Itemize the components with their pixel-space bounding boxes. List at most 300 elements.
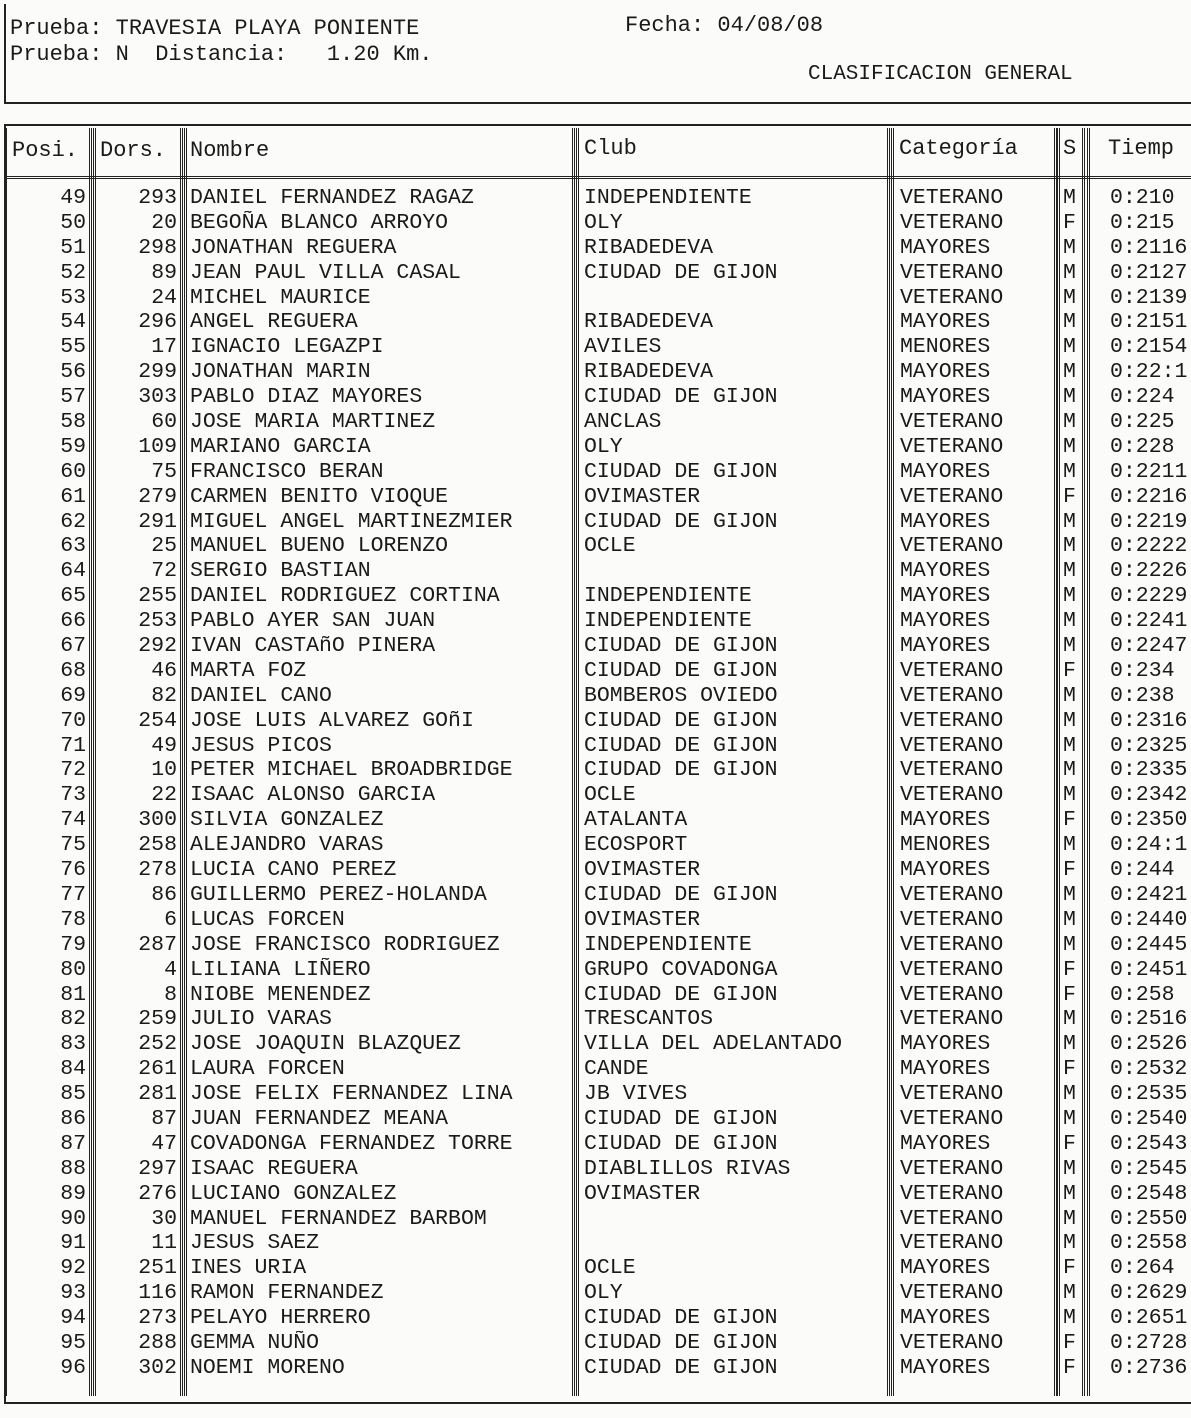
cell-club: OCLE (584, 1256, 636, 1281)
cell-dorsal: 259 (138, 1007, 177, 1032)
cell-time: 0:2629 (1110, 1281, 1188, 1306)
cell-sex: M (1063, 385, 1076, 410)
cell-club: CIUDAD DE GIJON (584, 758, 778, 783)
cell-category: VETERANO (900, 1206, 1004, 1231)
cell-club: OLY (584, 1281, 623, 1306)
cell-sex: M (1063, 459, 1076, 484)
cell-dorsal: 109 (138, 434, 177, 459)
cell-club: OLY (584, 210, 623, 235)
cell-time: 0:215 (1110, 210, 1175, 235)
cell-position: 65 (60, 584, 86, 609)
cell-category: MENORES (900, 833, 991, 858)
cell-time: 0:2548 (1110, 1181, 1188, 1206)
cell-name: IGNACIO LEGAZPI (190, 335, 384, 360)
cell-category: VETERANO (900, 733, 1004, 758)
cell-name: LILIANA LIÑERO (190, 957, 371, 982)
cell-name: FRANCISCO BERAN (190, 459, 384, 484)
cell-sex: M (1063, 783, 1076, 808)
table-row (0, 1157, 1191, 1182)
cell-dorsal: 72 (151, 559, 177, 584)
cell-sex: M (1063, 1032, 1076, 1057)
cell-dorsal: 25 (151, 534, 177, 559)
cell-dorsal: 10 (151, 758, 177, 783)
cell-sex: M (1063, 1231, 1076, 1256)
cell-dorsal: 302 (138, 1355, 177, 1380)
cell-name: LUCIANO GONZALEZ (190, 1181, 397, 1206)
prueba-name: Prueba: TRAVESIA PLAYA PONIENTE (10, 16, 420, 41)
clasificacion-title: CLASIFICACION GENERAL (808, 63, 1073, 86)
cell-dorsal: 24 (151, 285, 177, 310)
cell-dorsal: 6 (164, 907, 177, 932)
cell-dorsal: 8 (164, 982, 177, 1007)
cell-name: JULIO VARAS (190, 1007, 332, 1032)
table-row (0, 1207, 1191, 1232)
table-row (0, 510, 1191, 535)
cell-name: SERGIO BASTIAN (190, 559, 371, 584)
cell-category: VETERANO (900, 683, 1004, 708)
cell-name: MICHEL MAURICE (190, 285, 371, 310)
cell-position: 57 (60, 385, 86, 410)
cell-dorsal: 30 (151, 1206, 177, 1231)
cell-position: 51 (60, 235, 86, 260)
cell-club: ATALANTA (584, 808, 688, 833)
cell-sex: F (1063, 808, 1076, 833)
cell-time: 0:2241 (1110, 609, 1188, 634)
cell-time: 0:2728 (1110, 1330, 1188, 1355)
cell-position: 88 (60, 1156, 86, 1181)
cell-club: INDEPENDIENTE (584, 932, 752, 957)
cell-time: 0:24:1 (1110, 833, 1188, 858)
cell-name: JONATHAN MARIN (190, 360, 371, 385)
cell-time: 0:2139 (1110, 285, 1188, 310)
cell-name: LUCAS FORCEN (190, 907, 345, 932)
cell-time: 0:2440 (1110, 907, 1188, 932)
cell-time: 0:2540 (1110, 1106, 1188, 1131)
cell-dorsal: 300 (138, 808, 177, 833)
cell-time: 0:2116 (1110, 235, 1188, 260)
table-row (0, 634, 1191, 659)
cell-club: OLY (584, 434, 623, 459)
prueba-distance: Prueba: N Distancia: 1.20 Km. (10, 42, 433, 67)
cell-sex: M (1063, 907, 1076, 932)
table-row (0, 410, 1191, 435)
cell-name: COVADONGA FERNANDEZ TORRE (190, 1131, 513, 1156)
table-row (0, 534, 1191, 559)
table-row (0, 983, 1191, 1008)
table-row (0, 783, 1191, 808)
table-row (0, 883, 1191, 908)
cell-club: DIABLILLOS RIVAS (584, 1156, 791, 1181)
cell-sex: M (1063, 534, 1076, 559)
cell-dorsal: 11 (151, 1231, 177, 1256)
table-row (0, 584, 1191, 609)
cell-name: MIGUEL ANGEL MARTINEZMIER (190, 509, 513, 534)
cell-sex: M (1063, 260, 1076, 285)
table-row (0, 858, 1191, 883)
cell-name: JONATHAN REGUERA (190, 235, 397, 260)
cell-name: PABLO DIAZ MAYORES (190, 385, 423, 410)
cell-sex: M (1063, 1156, 1076, 1181)
cell-time: 0:2226 (1110, 559, 1188, 584)
cell-dorsal: 298 (138, 235, 177, 260)
cell-category: VETERANO (900, 1231, 1004, 1256)
cell-position: 49 (60, 186, 86, 210)
cell-category: VETERANO (900, 708, 1004, 733)
cell-sex: M (1063, 932, 1076, 957)
table-row (0, 385, 1191, 410)
cell-dorsal: 293 (138, 186, 177, 210)
cell-sex: M (1063, 186, 1076, 210)
cell-category: VETERANO (900, 1106, 1004, 1131)
cell-club: CIUDAD DE GIJON (584, 982, 778, 1007)
cell-club: INDEPENDIENTE (584, 609, 752, 634)
cell-time: 0:2325 (1110, 733, 1188, 758)
table-row (0, 186, 1191, 211)
cell-name: NIOBE MENENDEZ (190, 982, 371, 1007)
table-row (0, 734, 1191, 759)
cell-category: MAYORES (900, 808, 991, 833)
cell-dorsal: 278 (138, 858, 177, 883)
cell-club: CIUDAD DE GIJON (584, 1355, 778, 1380)
cell-position: 59 (60, 434, 86, 459)
cell-dorsal: 17 (151, 335, 177, 360)
cell-sex: M (1063, 708, 1076, 733)
cell-category: VETERANO (900, 210, 1004, 235)
cell-club: JB VIVES (584, 1082, 688, 1107)
cell-dorsal: 276 (138, 1181, 177, 1206)
cell-position: 77 (60, 882, 86, 907)
cell-dorsal: 89 (151, 260, 177, 285)
cell-category: VETERANO (900, 260, 1004, 285)
cell-position: 96 (60, 1355, 86, 1380)
cell-time: 0:225 (1110, 410, 1175, 435)
cell-dorsal: 46 (151, 658, 177, 683)
cell-position: 95 (60, 1330, 86, 1355)
cell-name: JOSE MARIA MARTINEZ (190, 410, 436, 435)
table-row (0, 1231, 1191, 1256)
cell-time: 0:2350 (1110, 808, 1188, 833)
cell-position: 56 (60, 360, 86, 385)
cell-dorsal: 251 (138, 1256, 177, 1281)
cell-time: 0:244 (1110, 858, 1175, 883)
cell-sex: M (1063, 1082, 1076, 1107)
cell-name: LAURA FORCEN (190, 1057, 345, 1082)
cell-category: VETERANO (900, 434, 1004, 459)
cell-category: VETERANO (900, 1007, 1004, 1032)
cell-position: 62 (60, 509, 86, 534)
cell-position: 76 (60, 858, 86, 883)
cell-sex: F (1063, 1256, 1076, 1281)
cell-position: 89 (60, 1181, 86, 1206)
cell-club: CIUDAD DE GIJON (584, 882, 778, 907)
table-row (0, 286, 1191, 311)
cell-dorsal: 299 (138, 360, 177, 385)
cell-club: CIUDAD DE GIJON (584, 634, 778, 659)
table-row (0, 709, 1191, 734)
table-row (0, 933, 1191, 958)
table-row (0, 1182, 1191, 1207)
cell-category: VETERANO (900, 410, 1004, 435)
cell-name: ANGEL REGUERA (190, 310, 358, 335)
cell-name: MANUEL FERNANDEZ BARBOM (190, 1206, 487, 1231)
cell-position: 84 (60, 1057, 86, 1082)
cell-sex: M (1063, 410, 1076, 435)
cell-name: PABLO AYER SAN JUAN (190, 609, 436, 634)
cell-sex: M (1063, 733, 1076, 758)
cell-time: 0:2558 (1110, 1231, 1188, 1256)
cell-sex: F (1063, 858, 1076, 883)
cell-time: 0:210 (1110, 186, 1175, 210)
cell-club: GRUPO COVADONGA (584, 957, 778, 982)
cell-category: MAYORES (900, 584, 991, 609)
cell-sex: M (1063, 634, 1076, 659)
cell-club: VILLA DEL ADELANTADO (584, 1032, 843, 1057)
cell-position: 50 (60, 210, 86, 235)
cell-club: BOMBEROS OVIEDO (584, 683, 778, 708)
cell-name: PETER MICHAEL BROADBRIDGE (190, 758, 513, 783)
cell-position: 52 (60, 260, 86, 285)
cell-sex: M (1063, 758, 1076, 783)
cell-name: ISAAC ALONSO GARCIA (190, 783, 436, 808)
cell-dorsal: 22 (151, 783, 177, 808)
cell-dorsal: 47 (151, 1131, 177, 1156)
th-posi: Posi. (12, 138, 79, 163)
cell-position: 75 (60, 833, 86, 858)
cell-club: CIUDAD DE GIJON (584, 1306, 778, 1331)
cell-position: 64 (60, 559, 86, 584)
cell-dorsal: 75 (151, 459, 177, 484)
cell-category: VETERANO (900, 907, 1004, 932)
cell-category: VETERANO (900, 932, 1004, 957)
cell-time: 0:2651 (1110, 1306, 1188, 1331)
cell-time: 0:2127 (1110, 260, 1188, 285)
cell-category: VETERANO (900, 534, 1004, 559)
table-row (0, 1356, 1191, 1381)
cell-dorsal: 287 (138, 932, 177, 957)
cell-time: 0:2543 (1110, 1131, 1188, 1156)
cell-dorsal: 291 (138, 509, 177, 534)
cell-category: VETERANO (900, 186, 1004, 210)
cell-category: MAYORES (900, 609, 991, 634)
cell-dorsal: 87 (151, 1106, 177, 1131)
cell-position: 86 (60, 1106, 86, 1131)
table-row (0, 460, 1191, 485)
cell-position: 94 (60, 1306, 86, 1331)
cell-club: OCLE (584, 783, 636, 808)
results-rows (0, 186, 1191, 1381)
cell-dorsal: 60 (151, 410, 177, 435)
table-row (0, 1032, 1191, 1057)
cell-sex: M (1063, 360, 1076, 385)
cell-category: MAYORES (900, 1131, 991, 1156)
cell-position: 82 (60, 1007, 86, 1032)
cell-name: GEMMA NUÑO (190, 1330, 320, 1355)
cell-position: 93 (60, 1281, 86, 1306)
cell-club: CIUDAD DE GIJON (584, 708, 778, 733)
cell-name: MARTA FOZ (190, 658, 307, 683)
cell-position: 66 (60, 609, 86, 634)
cell-position: 69 (60, 683, 86, 708)
table-row (0, 261, 1191, 286)
cell-club: RIBADEDEVA (584, 360, 714, 385)
cell-category: VETERANO (900, 783, 1004, 808)
cell-sex: M (1063, 1007, 1076, 1032)
cell-position: 61 (60, 484, 86, 509)
cell-sex: M (1063, 1106, 1076, 1131)
cell-category: MAYORES (900, 1355, 991, 1380)
cell-time: 0:2247 (1110, 634, 1188, 659)
cell-category: MAYORES (900, 1256, 991, 1281)
cell-dorsal: 4 (164, 957, 177, 982)
cell-name: JUAN FERNANDEZ MEANA (190, 1106, 449, 1131)
cell-time: 0:2535 (1110, 1082, 1188, 1107)
table-row (0, 211, 1191, 236)
cell-club: OVIMASTER (584, 484, 701, 509)
cell-category: VETERANO (900, 882, 1004, 907)
cell-club: INDEPENDIENTE (584, 584, 752, 609)
cell-category: MAYORES (900, 1306, 991, 1331)
cell-sex: M (1063, 584, 1076, 609)
cell-time: 0:2219 (1110, 509, 1188, 534)
cell-category: VETERANO (900, 758, 1004, 783)
cell-club: CIUDAD DE GIJON (584, 509, 778, 534)
cell-time: 0:2445 (1110, 932, 1188, 957)
cell-category: MAYORES (900, 1057, 991, 1082)
cell-sex: M (1063, 683, 1076, 708)
cell-sex: F (1063, 982, 1076, 1007)
table-row (0, 908, 1191, 933)
cell-time: 0:2516 (1110, 1007, 1188, 1032)
cell-club: RIBADEDEVA (584, 310, 714, 335)
table-row (0, 335, 1191, 360)
cell-time: 0:2211 (1110, 459, 1188, 484)
cell-category: MAYORES (900, 1032, 991, 1057)
cell-time: 0:2545 (1110, 1156, 1188, 1181)
cell-time: 0:2532 (1110, 1057, 1188, 1082)
cell-club: CIUDAD DE GIJON (584, 658, 778, 683)
cell-name: DANIEL FERNANDEZ RAGAZ (190, 186, 474, 210)
cell-dorsal: 86 (151, 882, 177, 907)
cell-dorsal: 258 (138, 833, 177, 858)
table-row (0, 1281, 1191, 1306)
table-row (0, 1256, 1191, 1281)
cell-club: OVIMASTER (584, 1181, 701, 1206)
cell-dorsal: 281 (138, 1082, 177, 1107)
fecha: Fecha: 04/08/08 (625, 13, 824, 38)
cell-position: 68 (60, 658, 86, 683)
table-row (0, 1082, 1191, 1107)
cell-sex: F (1063, 1330, 1076, 1355)
cell-time: 0:238 (1110, 683, 1175, 708)
th-club: Club (584, 136, 637, 161)
cell-name: CARMEN BENITO VIOQUE (190, 484, 449, 509)
header-divider (4, 176, 1191, 179)
table-row (0, 310, 1191, 335)
cell-position: 92 (60, 1256, 86, 1281)
cell-sex: M (1063, 235, 1076, 260)
cell-club: AVILES (584, 335, 662, 360)
cell-position: 85 (60, 1082, 86, 1107)
cell-club: ECOSPORT (584, 833, 688, 858)
cell-position: 55 (60, 335, 86, 360)
cell-category: MAYORES (900, 559, 991, 584)
cell-name: JESUS PICOS (190, 733, 332, 758)
cell-time: 0:2736 (1110, 1355, 1188, 1380)
cell-category: MENORES (900, 335, 991, 360)
cell-club: OCLE (584, 534, 636, 559)
cell-name: JOSE LUIS ALVAREZ GOñI (190, 708, 474, 733)
cell-name: RAMON FERNANDEZ (190, 1281, 384, 1306)
cell-time: 0:2421 (1110, 882, 1188, 907)
cell-category: VETERANO (900, 658, 1004, 683)
cell-category: MAYORES (900, 310, 991, 335)
cell-position: 70 (60, 708, 86, 733)
cell-dorsal: 253 (138, 609, 177, 634)
cell-sex: F (1063, 658, 1076, 683)
cell-category: VETERANO (900, 957, 1004, 982)
th-dors: Dors. (100, 138, 167, 163)
cell-dorsal: 252 (138, 1032, 177, 1057)
cell-position: 63 (60, 534, 86, 559)
cell-name: MANUEL BUENO LORENZO (190, 534, 449, 559)
cell-position: 81 (60, 982, 86, 1007)
cell-position: 90 (60, 1206, 86, 1231)
cell-sex: M (1063, 882, 1076, 907)
cell-name: JOSE FRANCISCO RODRIGUEZ (190, 932, 500, 957)
cell-sex: M (1063, 1181, 1076, 1206)
cell-time: 0:2154 (1110, 335, 1188, 360)
cell-category: MAYORES (900, 385, 991, 410)
cell-club: TRESCANTOS (584, 1007, 714, 1032)
cell-position: 80 (60, 957, 86, 982)
cell-sex: M (1063, 434, 1076, 459)
cell-club: INDEPENDIENTE (584, 186, 752, 210)
cell-club: CIUDAD DE GIJON (584, 459, 778, 484)
cell-time: 0:2316 (1110, 708, 1188, 733)
cell-sex: M (1063, 1281, 1076, 1306)
cell-club: RIBADEDEVA (584, 235, 714, 260)
cell-club: OVIMASTER (584, 858, 701, 883)
th-tiempo: Tiemp (1108, 136, 1175, 161)
cell-sex: F (1063, 1131, 1076, 1156)
cell-name: JEAN PAUL VILLA CASAL (190, 260, 461, 285)
cell-name: NOEMI MORENO (190, 1355, 345, 1380)
cell-club: CANDE (584, 1057, 649, 1082)
cell-sex: M (1063, 1206, 1076, 1231)
th-sexo: S (1063, 136, 1077, 161)
cell-position: 67 (60, 634, 86, 659)
cell-time: 0:2342 (1110, 783, 1188, 808)
cell-name: JESUS SAEZ (190, 1231, 320, 1256)
cell-category: VETERANO (900, 1082, 1004, 1107)
cell-sex: F (1063, 957, 1076, 982)
cell-dorsal: 292 (138, 634, 177, 659)
th-nombre: Nombre (190, 138, 270, 163)
cell-category: MAYORES (900, 360, 991, 385)
cell-time: 0:258 (1110, 982, 1175, 1007)
cell-name: DANIEL CANO (190, 683, 332, 708)
table-row (0, 236, 1191, 261)
cell-category: MAYORES (900, 235, 991, 260)
cell-category: VETERANO (900, 1156, 1004, 1181)
cell-name: SILVIA GONZALEZ (190, 808, 384, 833)
cell-position: 71 (60, 733, 86, 758)
table-row (0, 1306, 1191, 1331)
cell-club: ANCLAS (584, 410, 662, 435)
table-row (0, 1331, 1191, 1356)
cell-dorsal: 288 (138, 1330, 177, 1355)
cell-club: CIUDAD DE GIJON (584, 733, 778, 758)
